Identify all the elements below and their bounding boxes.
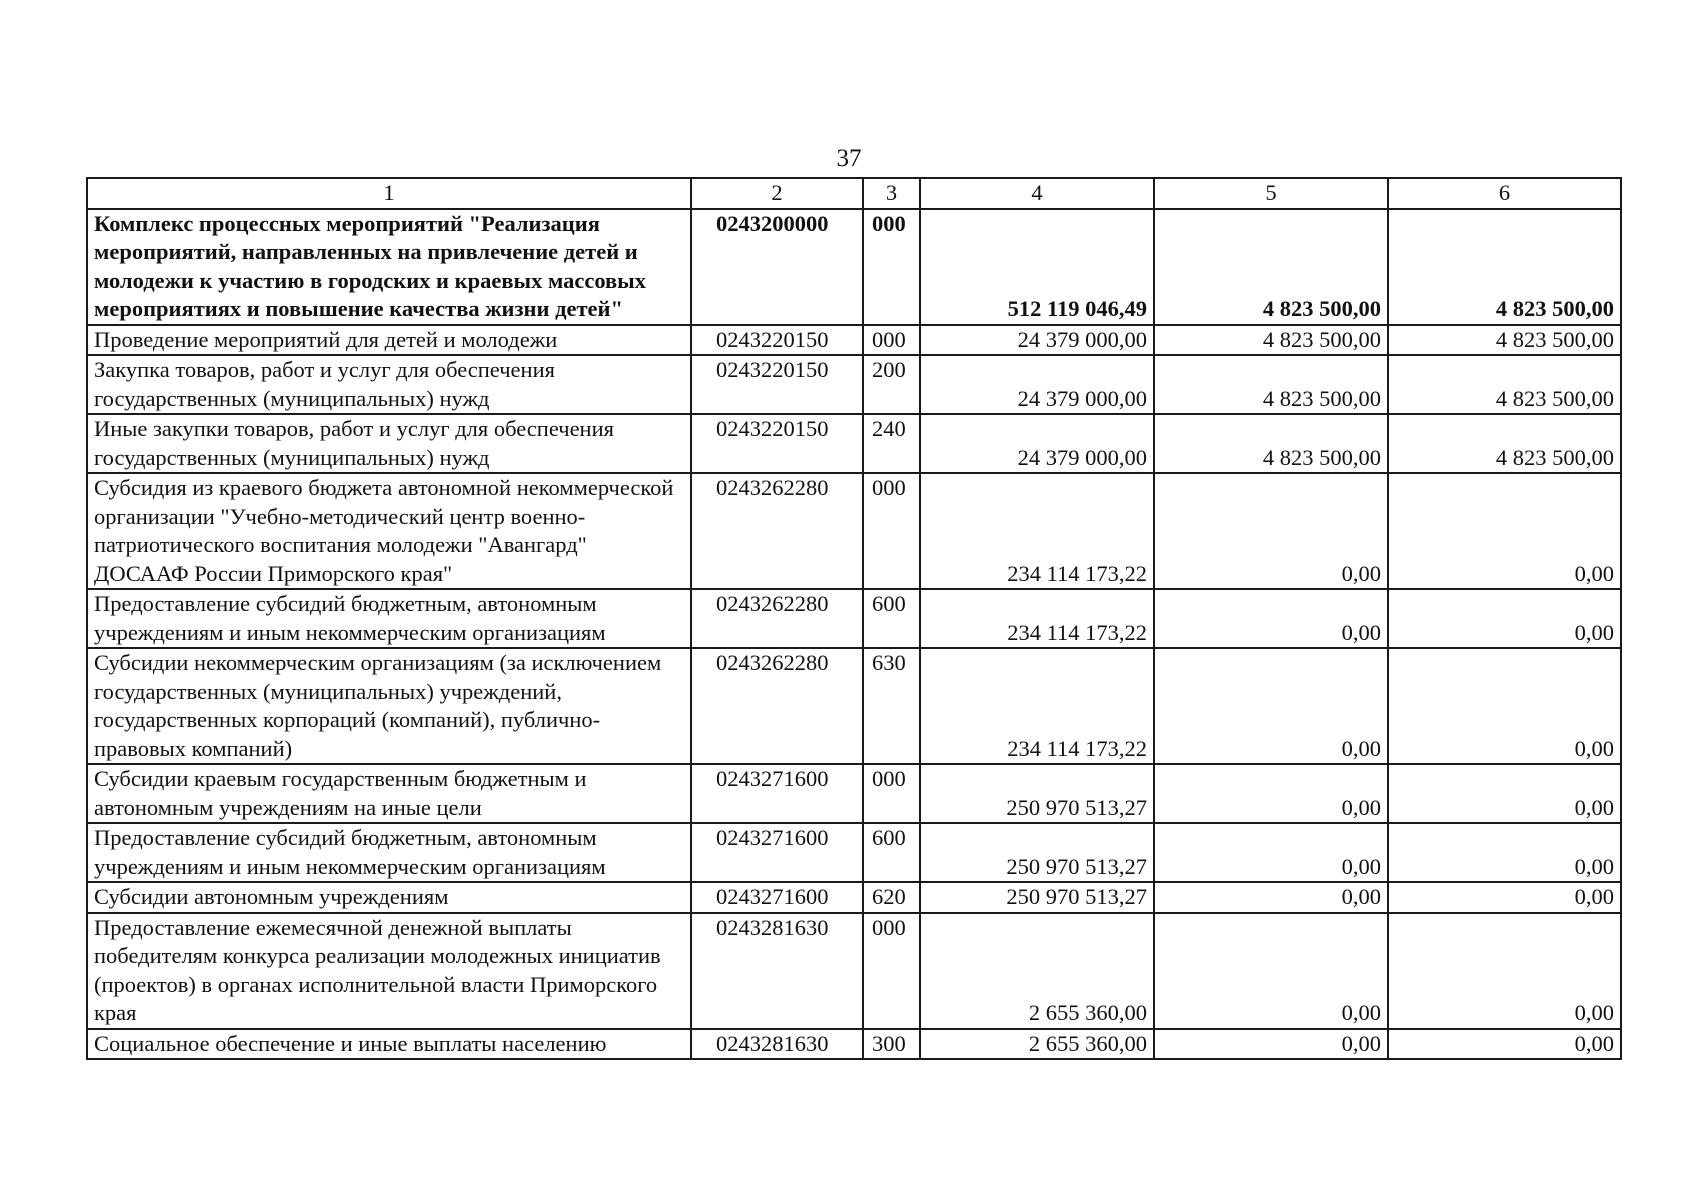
- target-article-code: 0243220150: [691, 355, 863, 414]
- target-article-code: 0243271600: [691, 823, 863, 882]
- amount-col6: 0,00: [1388, 1029, 1621, 1060]
- table-row: [87, 414, 1621, 473]
- amount-col4: 250 970 513,27: [920, 764, 1154, 823]
- table-row: [87, 473, 1621, 589]
- budget-table: [86, 177, 1622, 1060]
- amount-col6: 0,00: [1388, 823, 1621, 882]
- column-number: 5: [1154, 178, 1388, 209]
- amount-col4: 512 119 046,49: [920, 209, 1154, 325]
- amount-col4: 24 379 000,00: [920, 355, 1154, 414]
- row-name: Субсидии краевым государственным бюджетным и автономным учреждениям на иные цели: [87, 764, 691, 823]
- column-number: 6: [1388, 178, 1621, 209]
- target-article-code: 0243220150: [691, 325, 863, 356]
- table-row: [87, 355, 1621, 414]
- table-row: [87, 209, 1621, 325]
- amount-col5: 0,00: [1154, 913, 1388, 1029]
- amount-col6: 4 823 500,00: [1388, 414, 1621, 473]
- amount-col4: 250 970 513,27: [920, 823, 1154, 882]
- amount-col6: 0,00: [1388, 589, 1621, 648]
- amount-col6: 4 823 500,00: [1388, 209, 1621, 325]
- row-name: Предоставление субсидий бюджетным, автономным учреждениям и иным некоммерческим организациям: [87, 589, 691, 648]
- table-row: [87, 1029, 1621, 1060]
- amount-col5: 0,00: [1154, 589, 1388, 648]
- target-article-code: 0243262280: [691, 473, 863, 589]
- table-row: [87, 648, 1621, 764]
- row-name: Субсидии некоммерческим организациям (за исключением государственных (муниципальных) учреждений, государственных корпораций (компаний), публично-правовых компаний): [87, 648, 691, 764]
- target-article-code: 0243262280: [691, 589, 863, 648]
- expense-type-code: 300: [863, 1029, 920, 1060]
- amount-col4: 2 655 360,00: [920, 1029, 1154, 1060]
- column-number: 3: [863, 178, 920, 209]
- row-name: Предоставление ежемесячной денежной выплаты победителям конкурса реализации молодежных инициатив (проектов) в органах исполнительной власти Приморского края: [87, 913, 691, 1029]
- row-name: Иные закупки товаров, работ и услуг для обеспечения государственных (муниципальных) нужд: [87, 414, 691, 473]
- expense-type-code: 000: [863, 913, 920, 1029]
- amount-col5: 4 823 500,00: [1154, 355, 1388, 414]
- table-row: [87, 764, 1621, 823]
- table-row: [87, 913, 1621, 1029]
- expense-type-code: 200: [863, 355, 920, 414]
- amount-col6: 0,00: [1388, 764, 1621, 823]
- row-name: Социальное обеспечение и иные выплаты населению: [87, 1029, 691, 1060]
- table-row: [87, 882, 1621, 913]
- amount-col4: 24 379 000,00: [920, 414, 1154, 473]
- amount-col4: 250 970 513,27: [920, 882, 1154, 913]
- target-article-code: 0243281630: [691, 913, 863, 1029]
- amount-col4: 24 379 000,00: [920, 325, 1154, 356]
- table-row: [87, 823, 1621, 882]
- table-row: [87, 589, 1621, 648]
- column-number: 4: [920, 178, 1154, 209]
- expense-type-code: 630: [863, 648, 920, 764]
- expense-type-code: 000: [863, 764, 920, 823]
- amount-col4: 234 114 173,22: [920, 589, 1154, 648]
- column-number: 2: [691, 178, 863, 209]
- expense-type-code: 620: [863, 882, 920, 913]
- target-article-code: 0243220150: [691, 414, 863, 473]
- amount-col5: 0,00: [1154, 823, 1388, 882]
- row-name: Закупка товаров, работ и услуг для обеспечения государственных (муниципальных) нужд: [87, 355, 691, 414]
- amount-col4: 2 655 360,00: [920, 913, 1154, 1029]
- amount-col6: 4 823 500,00: [1388, 325, 1621, 356]
- amount-col6: 4 823 500,00: [1388, 355, 1621, 414]
- row-name: Комплекс процессных мероприятий "Реализация мероприятий, направленных на привлечение детей и молодежи к участию в городских и краевых массовых мероприятиях и повышение качества жизни детей": [87, 209, 691, 325]
- expense-type-code: 000: [863, 209, 920, 325]
- target-article-code: 0243262280: [691, 648, 863, 764]
- column-number: 1: [87, 178, 691, 209]
- amount-col5: 4 823 500,00: [1154, 414, 1388, 473]
- expense-type-code: 240: [863, 414, 920, 473]
- target-article-code: 0243200000: [691, 209, 863, 325]
- target-article-code: 0243271600: [691, 882, 863, 913]
- expense-type-code: 600: [863, 823, 920, 882]
- row-name: Проведение мероприятий для детей и молодежи: [87, 325, 691, 356]
- amount-col5: 0,00: [1154, 473, 1388, 589]
- amount-col5: 0,00: [1154, 882, 1388, 913]
- amount-col6: 0,00: [1388, 473, 1621, 589]
- expense-type-code: 000: [863, 325, 920, 356]
- amount-col5: 0,00: [1154, 648, 1388, 764]
- amount-col6: 0,00: [1388, 648, 1621, 764]
- amount-col4: 234 114 173,22: [920, 648, 1154, 764]
- amount-col5: 0,00: [1154, 764, 1388, 823]
- amount-col5: 0,00: [1154, 1029, 1388, 1060]
- amount-col6: 0,00: [1388, 913, 1621, 1029]
- amount-col5: 4 823 500,00: [1154, 209, 1388, 325]
- amount-col6: 0,00: [1388, 882, 1621, 913]
- row-name: Субсидии автономным учреждениям: [87, 882, 691, 913]
- row-name: Субсидия из краевого бюджета автономной некоммерческой организации "Учебно-методический центр военно-патриотического воспитания молодежи "Авангард" ДОСААФ России Приморского края": [87, 473, 691, 589]
- column-number-row: [87, 178, 1621, 209]
- expense-type-code: 600: [863, 589, 920, 648]
- page-number: 37: [836, 145, 862, 172]
- amount-col5: 4 823 500,00: [1154, 325, 1388, 356]
- expense-type-code: 000: [863, 473, 920, 589]
- table-row: [87, 325, 1621, 356]
- row-name: Предоставление субсидий бюджетным, автономным учреждениям и иным некоммерческим организациям: [87, 823, 691, 882]
- target-article-code: 0243271600: [691, 764, 863, 823]
- amount-col4: 234 114 173,22: [920, 473, 1154, 589]
- target-article-code: 0243281630: [691, 1029, 863, 1060]
